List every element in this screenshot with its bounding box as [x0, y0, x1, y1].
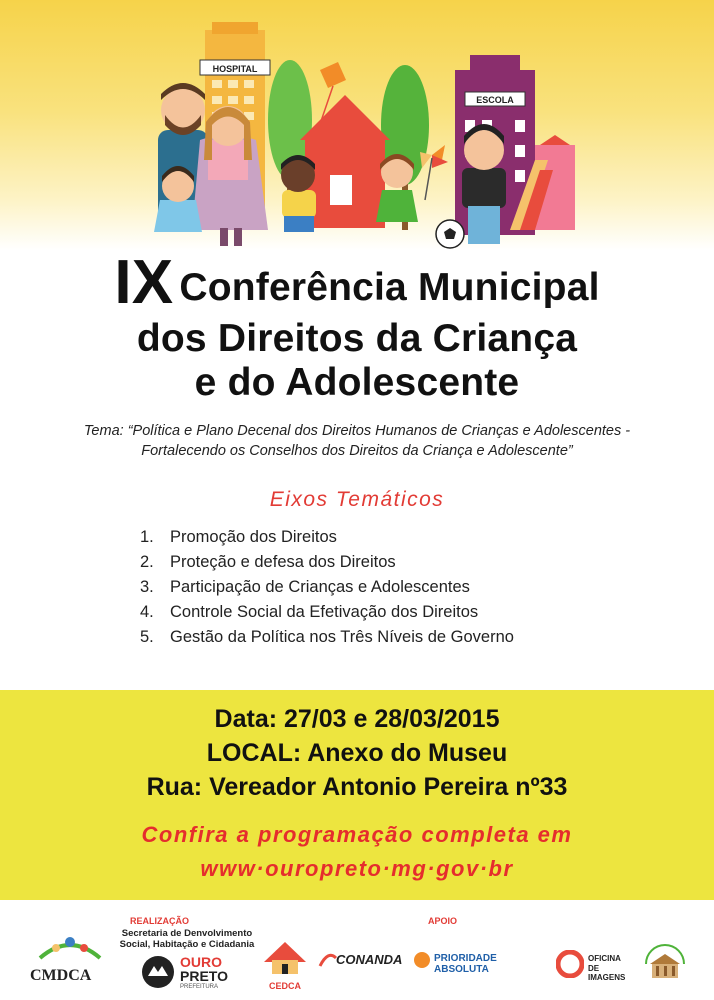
- list-item: [140, 525, 514, 550]
- oficina-text-2: DE IMAGENS: [588, 964, 626, 982]
- museu-logo: [642, 940, 690, 990]
- boy-figure: [281, 155, 316, 232]
- list-item: [140, 600, 514, 625]
- hero-illustration: [0, 0, 714, 250]
- hospital-sign: HOSPITAL: [212, 64, 258, 74]
- list-item-text: Gestão da Política nos Três Níveis de Governo: [170, 628, 514, 646]
- event-info: [0, 702, 714, 804]
- list-item-text: Controle Social da Efetivação dos Direitos: [170, 603, 479, 621]
- cedca-logo: [262, 940, 310, 995]
- list-item-number: 1.: [140, 528, 154, 546]
- apoio-label: APOIO: [428, 916, 458, 926]
- conanda-logo: [318, 950, 410, 990]
- event-date: Data: 27/03 e 28/03/2015: [214, 705, 500, 733]
- list-item: [140, 575, 514, 600]
- list-item-number: 3.: [140, 578, 154, 596]
- event-address: Rua: Vereador Antonio Pereira nº33: [146, 773, 568, 801]
- call-to-action: [0, 818, 714, 886]
- list-item-number: 4.: [140, 603, 154, 621]
- oficina-de-imagens-logo: [556, 948, 638, 982]
- teen-figure: [462, 124, 506, 244]
- cedca-house-icon: [262, 940, 308, 976]
- list-item: [140, 550, 514, 575]
- cta-line-1: Confira a programação completa em: [141, 822, 573, 847]
- oficina-circle-icon: [556, 950, 584, 978]
- city-family-illustration: [0, 0, 714, 250]
- museu-building-icon: [642, 940, 688, 986]
- soccer-ball: [436, 220, 464, 248]
- cmdca-logo: [30, 932, 110, 992]
- prefeitura-text: PREFEITURA: [180, 984, 219, 990]
- realizacao-label: REALIZAÇÃO: [130, 916, 189, 926]
- theme-text: [20, 422, 694, 461]
- event-location: LOCAL: Anexo do Museu: [206, 739, 508, 767]
- prioridade-text: PRIORIDADE ABSOLUTA: [434, 953, 497, 975]
- cmdca-emblem-icon: [30, 932, 110, 962]
- secretaria-text: Secretaria de Denvolvimento Social, Habitação e Cidadania: [119, 928, 255, 951]
- eixos-list: [140, 525, 514, 650]
- theme-line-1: Tema: “Política e Plano Decenal dos Direitos Humanos de Crianças e Adolescentes -: [83, 423, 631, 439]
- school-sign: ESCOLA: [476, 95, 514, 105]
- prioridade-absoluta-logo: [412, 950, 542, 980]
- event-title: [0, 248, 714, 405]
- pinwheel: [420, 145, 448, 200]
- title-line-1: [0, 248, 714, 317]
- title-line-3: e do Adolescente: [194, 361, 520, 405]
- ouro-preto-crest-icon: [140, 954, 176, 990]
- list-item-text: Participação de Crianças e Adolescentes: [170, 578, 470, 596]
- cmdca-text: CMDCA: [30, 967, 92, 984]
- oficina-text-1: OFICINA: [588, 954, 621, 963]
- title-line-2: dos Direitos da Criança: [136, 317, 578, 361]
- ouro-text: OURO: [180, 954, 222, 970]
- title-roman-numeral: IX: [114, 248, 174, 317]
- ouro-preto-logo: [140, 952, 260, 994]
- title-line-1-text: Conferência Municipal: [179, 266, 600, 309]
- preto-text: PRETO: [180, 968, 228, 984]
- list-item: [140, 625, 514, 650]
- website-link[interactable]: www·ouropreto·mg·gov·br: [200, 856, 514, 881]
- prioridade-hand-icon: [412, 950, 432, 970]
- list-item-number: 5.: [140, 628, 154, 646]
- conanda-text: CONANDA: [336, 952, 403, 967]
- sponsors-footer: [0, 900, 714, 1000]
- list-item-text: Promoção dos Direitos: [170, 528, 337, 546]
- list-item-number: 2.: [140, 553, 154, 571]
- theme-line-2: Fortalecendo os Conselhos dos Direitos da Criança e Adolescente”: [141, 442, 573, 459]
- conanda-swoosh-icon: [318, 950, 338, 970]
- eixos-heading: Eixos Temáticos: [269, 488, 445, 511]
- list-item-text: Proteção e defesa dos Direitos: [170, 553, 396, 571]
- cedca-text: CEDCA: [268, 981, 301, 991]
